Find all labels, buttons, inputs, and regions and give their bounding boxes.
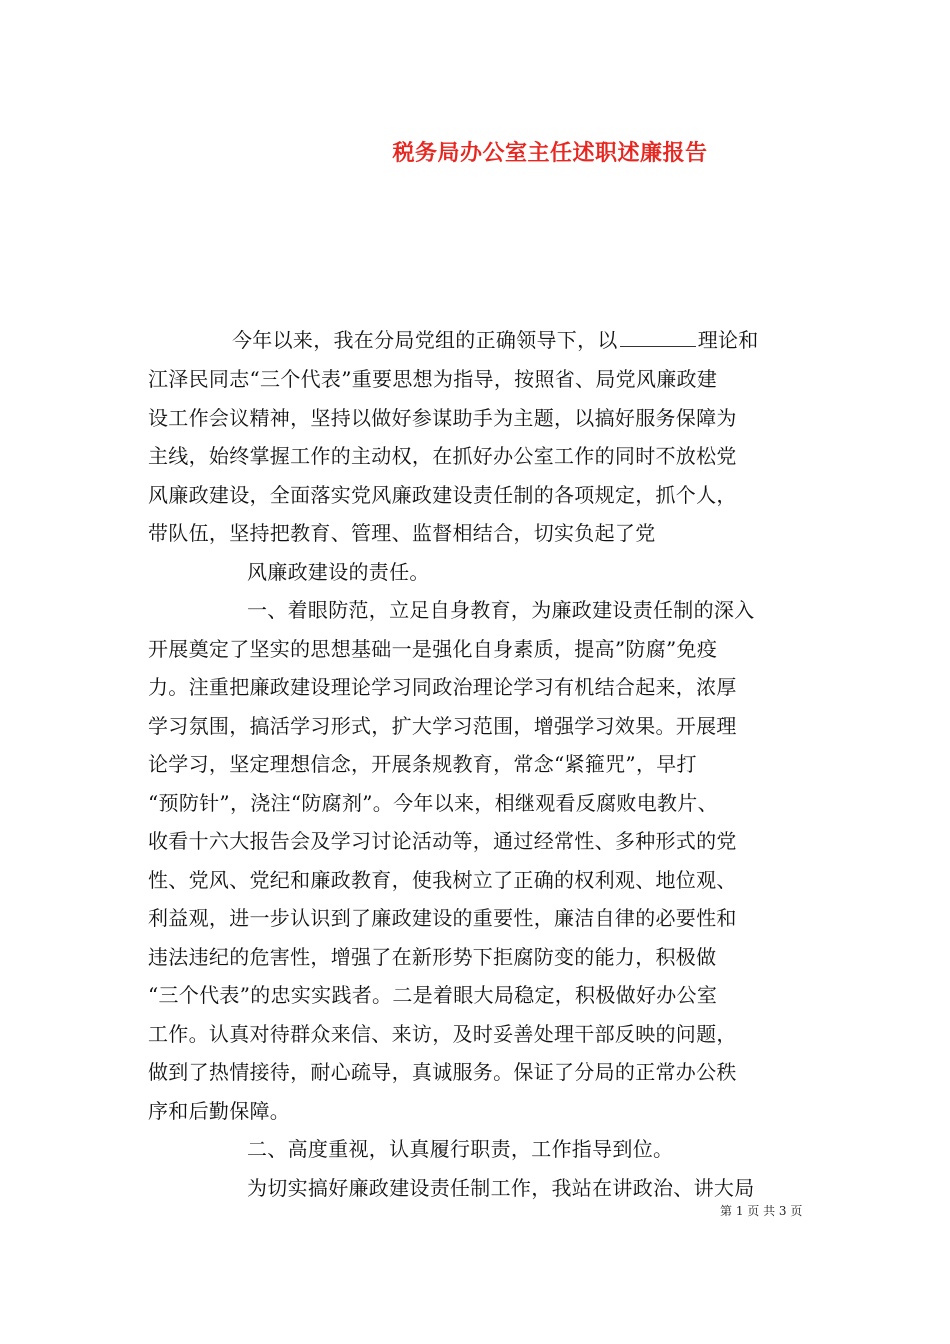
line-text: 理论和 <box>697 328 759 352</box>
paragraph-line: “三个代表”的忠实实践者。二是着眼大局稳定，积极做好办公室 <box>148 983 718 1007</box>
paragraph-line: 江泽民同志“三个代表”重要思想为指导，按照省、局党风廉政建 <box>148 367 718 391</box>
paragraph-line: 收看十六大报告会及学习讨论活动等，通过经常性、多种形式的党 <box>148 829 737 853</box>
paragraph-line: 论学习，坚定理想信念，开展条规教育，常念“紧箍咒”，早打 <box>148 752 697 776</box>
paragraph-line: 工作。认真对待群众来信、来访，及时妥善处理干部反映的问题， <box>148 1022 737 1046</box>
paragraph-line: 违法违纪的危害性，增强了在新形势下拒腐防变的能力，积极做 <box>148 945 717 969</box>
paragraph-line: 二、高度重视，认真履行职责，工作指导到位。 <box>247 1137 674 1161</box>
paragraph-line: 设工作会议精神，坚持以做好参谋助手为主题，以搞好服务保障为 <box>148 406 737 430</box>
line-text: 今年以来，我在分局党组的正确领导下，以 <box>232 328 618 352</box>
paragraph-line: 序和后勤保障。 <box>148 1099 291 1123</box>
paragraph-line: 性、党风、党纪和廉政教育，使我树立了正确的权利观、地位观、 <box>148 868 737 892</box>
blank-underline <box>620 328 696 347</box>
paragraph-line <box>232 327 759 353</box>
paragraph-line: 学习氛围，搞活学习形式，扩大学习范围，增强学习效果。开展理 <box>148 714 737 738</box>
paragraph-line: 为切实搞好廉政建设责任制工作，我站在讲政治、讲大局 <box>247 1176 755 1200</box>
paragraph-line: “预防针”，浇注“防腐剂”。今年以来，相继观看反腐败电教片、 <box>148 791 718 815</box>
paragraph-line: 带队伍，坚持把教育、管理、监督相结合，切实负起了党 <box>148 521 656 545</box>
paragraph-line: 风廉政建设的责任。 <box>247 560 430 584</box>
paragraph-line: 开展奠定了坚实的思想基础一是强化自身素质，提高”防腐”免疫 <box>148 637 718 661</box>
paragraph-line: 利益观，进一步认识到了廉政建设的重要性，廉洁自律的必要性和 <box>148 906 737 930</box>
page-number-footer: 第 1 页 共 3 页 <box>720 1204 803 1218</box>
paragraph-line: 力。注重把廉政建设理论学习同政治理论学习有机结合起来，浓厚 <box>148 675 737 699</box>
paragraph-line: 风廉政建设，全面落实党风廉政建设责任制的各项规定，抓个人， <box>148 483 737 507</box>
paragraph-line: 做到了热情接待，耐心疏导，真诚服务。保证了分局的正常办公秩 <box>148 1060 737 1084</box>
document-title: 税务局办公室主任述职述廉报告 <box>392 140 708 166</box>
paragraph-line: 一、着眼防范，立足自身教育，为廉政建设责任制的深入 <box>247 598 755 622</box>
paragraph-line: 主线，始终掌握工作的主动权，在抓好办公室工作的同时不放松党 <box>148 444 737 468</box>
